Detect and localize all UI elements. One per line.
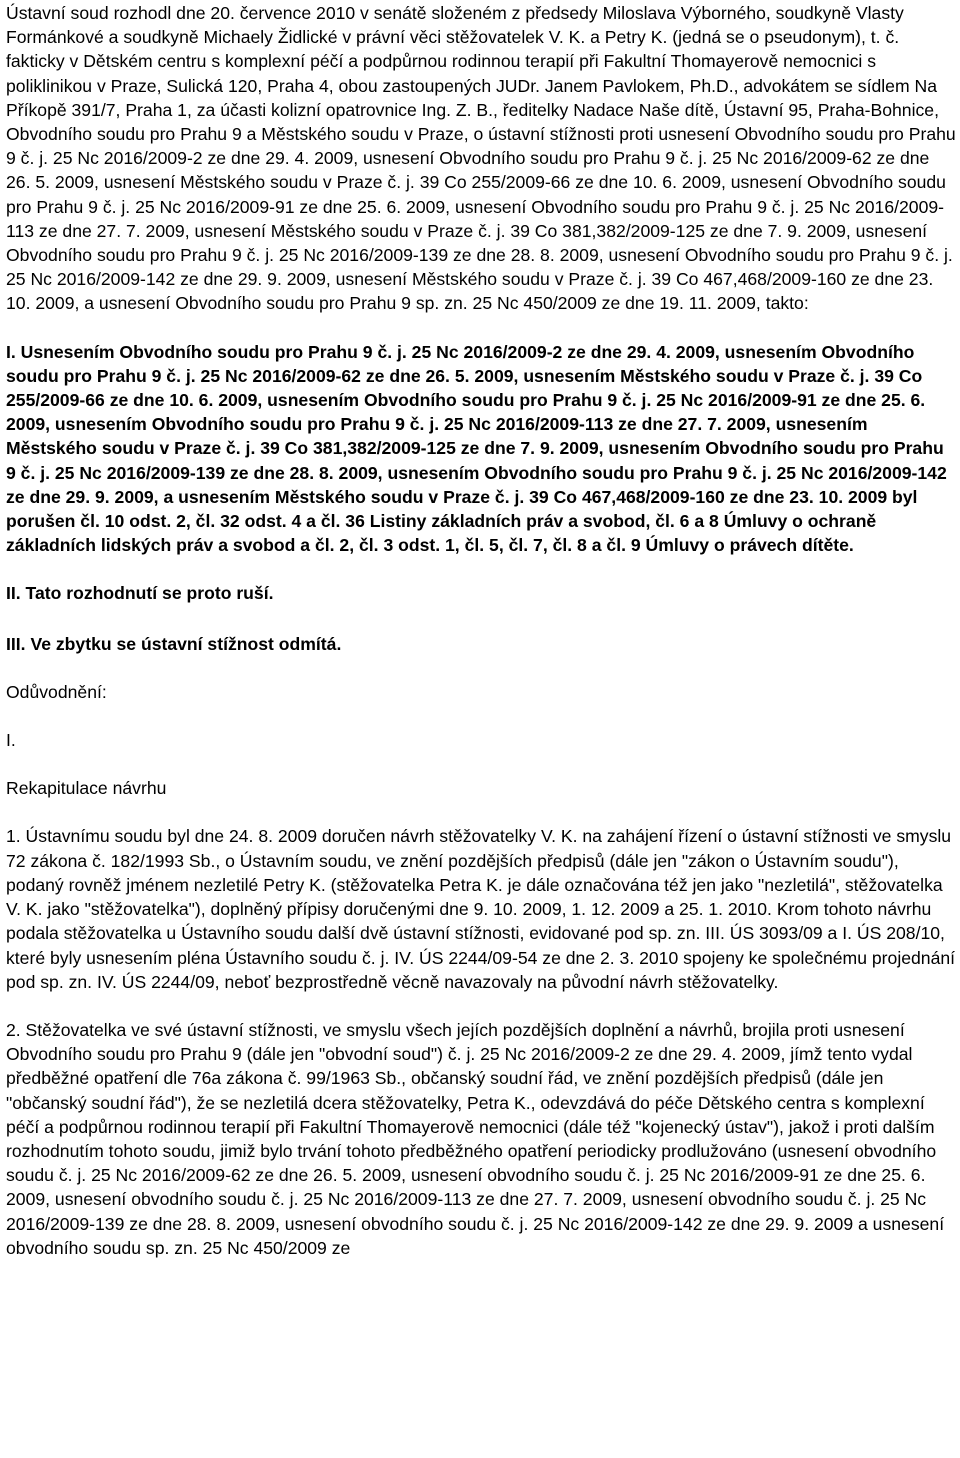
intro-paragraph: Ústavní soud rozhodl dne 20. července 2010 v senátě složeném z předsedy Miloslava Výborného, soudkyně Vlasty Formánkové a soudkyně Michaely Židlické v právní věci stěžovatelek V. K. a Petry K. (jedná se o pseudonym), t. č. fakticky v Dětském centru s komplexní péčí a podpůrnou rodinnou terapií při Fakultní Thomayerově nemocnici s poliklinikou v Praze, Sulická 120, Praha 4, obou zastoupených JUDr. Janem Pavlokem, Ph.D., advokátem se sídlem Na Příkopě 391/7, Praha 1, za účasti kolizní opatrovnice Ing. Z. B., ředitelky Nadace Naše dítě, Ústavní 95, Praha-Bohnice, Obvodního soudu pro Prahu 9 a Městského soudu v Praze, o ústavní stížnosti proti usnesení Obvodního soudu pro Prahu 9 č. j. 25 Nc 2016/2009-2 ze dne 29. 4. 2009, usnesení Obvodního soudu pro Prahu 9 č. j. 25 Nc 2016/2009-62 ze dne 26. 5. 2009, usnesení Městského soudu v Praze č. j. 39 Co 255/2009-66 ze dne 10. 6. 2009, usnesení Obvodního soudu pro Prahu 9 č. j. 25 Nc 2016/2009-91 ze dne 25. 6. 2009, usnesení Obvodního soudu pro Prahu 9 č. j. 25 Nc 2016/2009-113 ze dne 27. 7. 2009, usnesení Městského soudu v Praze č. j. 39 Co 381,382/2009-125 ze dne 7. 9. 2009, usnesení Obvodního soudu pro Prahu 9 č. j. 25 Nc 2016/2009-139 ze dne 28. 8. 2009, usnesení Obvodního soudu pro Prahu 9 č. j. 25 Nc 2016/2009-142 ze dne 29. 9. 2009, usnesení Městského soudu v Praze č. j. 39 Co 467,468/2009-160 ze dne 23. 10. 2009, a usnesení Obvodního soudu pro Prahu 9 sp. zn. 25 Nc 450/2009 ze dne 19. 11. 2009, takto: [6, 3, 956, 314]
section-title: Rekapitulace návrhu [6, 778, 167, 799]
paragraph-2: 2. Stěžovatelka ve své ústavní stížnosti, ve smyslu všech jejích pozdějších doplnění a návrhů, brojila proti usnesení Obvodního soudu pro Prahu 9 (dále jen "obvodní soud") č. j. 25 Nc 2016/2009-2 ze dne 29. 4. 2009, jímž tento vydal předběžné opatření dle 76a zákona č. 99/1963 Sb., občanský soudní řád, ve znění pozdějších předpisů (dále jen "občanský soudní řád"), že se nezletilá dcera stěžovatelky, Petra K., odevzdává do péče Dětského centra s komplexní péčí a podpůrnou rodinnou terapií při Fakultní Thomayerově nemocnici (dále též "kojenecký ústav"), jakož i proti dalším rozhodnutím tohoto soudu, jimiž bylo trvání tohoto předběžného opatření periodicky prodlužováno (usnesení obvodního soudu č. j. 25 Nc 2016/2009-62 ze dne 26. 5. 2009, usnesení obvodního soudu č. j. 25 Nc 2016/2009-91 ze dne 25. 6. 2009, usnesení obvodního soudu č. j. 25 Nc 2016/2009-113 ze dne 27. 7. 2009, usnesení obvodního soudu č. j. 25 Nc 2016/2009-139 ze dne 28. 8. 2009, usnesení obvodního soudu č. j. 25 Nc 2016/2009-142 ze dne 29. 9. 2009 a usnesení obvodního soudu sp. zn. 25 Nc 450/2009 ze [6, 1019, 945, 1258]
section-number: I. [6, 730, 16, 751]
document-page [6, 1, 956, 1260]
verdict-point-1: I. Usnesením Obvodního soudu pro Prahu 9 č. j. 25 Nc 2016/2009-2 ze dne 29. 4. 2009, usnesením Obvodního soudu pro Prahu 9 č. j. 25 Nc 2016/2009-62 ze dne 26. 5. 2009, usnesením Městského soudu v Praze č. j. 39 Co 255/2009-66 ze dne 10. 6. 2009, usnesením Obvodního soudu pro Prahu 9 č. j. 25 Nc 2016/2009-91 ze dne 25. 6. 2009, usnesením Obvodního soudu pro Prahu 9 č. j. 25 Nc 2016/2009-113 ze dne 27. 7. 2009, usnesením Městského soudu v Praze č. j. 39 Co 381,382/2009-125 ze dne 7. 9. 2009, usnesením Obvodního soudu pro Prahu 9 č. j. 25 Nc 2016/2009-139 ze dne 28. 8. 2009, usnesením Obvodního soudu pro Prahu 9 č. j. 25 Nc 2016/2009-142 ze dne 29. 9. 2009, a usnesením Městského soudu v Praze č. j. 39 Co 467,468/2009-160 ze dne 23. 10. 2009 byl porušen čl. 10 odst. 2, čl. 32 odst. 4 a čl. 36 Listiny základních práv a svobod, čl. 6 a 8 Úmluvy o ochraně základních lidských práv a svobod a čl. 2, čl. 3 odst. 1, čl. 5, čl. 7, čl. 8 a čl. 9 Úmluvy o právech dítěte. [6, 341, 947, 556]
verdict-point-2: II. Tato rozhodnutí se proto ruší. [6, 583, 274, 604]
paragraph-1: 1. Ústavnímu soudu byl dne 24. 8. 2009 doručen návrh stěžovatelky V. K. na zahájení řízení o ústavní stížnosti ve smyslu 72 zákona č. 182/1993 Sb., o Ústavním soudu, ve znění pozdějších předpisů (dále jen "zákon o Ústavním soudu"), podaný rovněž jménem nezletilé Petry K. (stěžovatelka Petra K. je dále označována též jen jako "nezletilá", stěžovatelka V. K. jako "stěžovatelka"), doplněný přípisy doručenými dne 9. 10. 2009, 1. 12. 2009 a 25. 1. 2010. Krom tohoto návrhu podala stěžovatelka u Ústavního soudu další dvě ústavní stížnosti, evidované pod sp. zn. III. ÚS 3093/09 a I. ÚS 208/10, které byly usnesením pléna Ústavního soudu č. j. IV. ÚS 2244/09-54 ze dne 2. 3. 2010 spojeny ke společnému projednání pod sp. zn. IV. ÚS 2244/09, neboť bezprostředně věcně navazovaly na původní návrh stěžovatelky. [6, 826, 956, 992]
reasons-heading: Odůvodnění: [6, 681, 107, 702]
verdict-point-3: III. Ve zbytku se ústavní stížnost odmítá. [6, 633, 342, 654]
